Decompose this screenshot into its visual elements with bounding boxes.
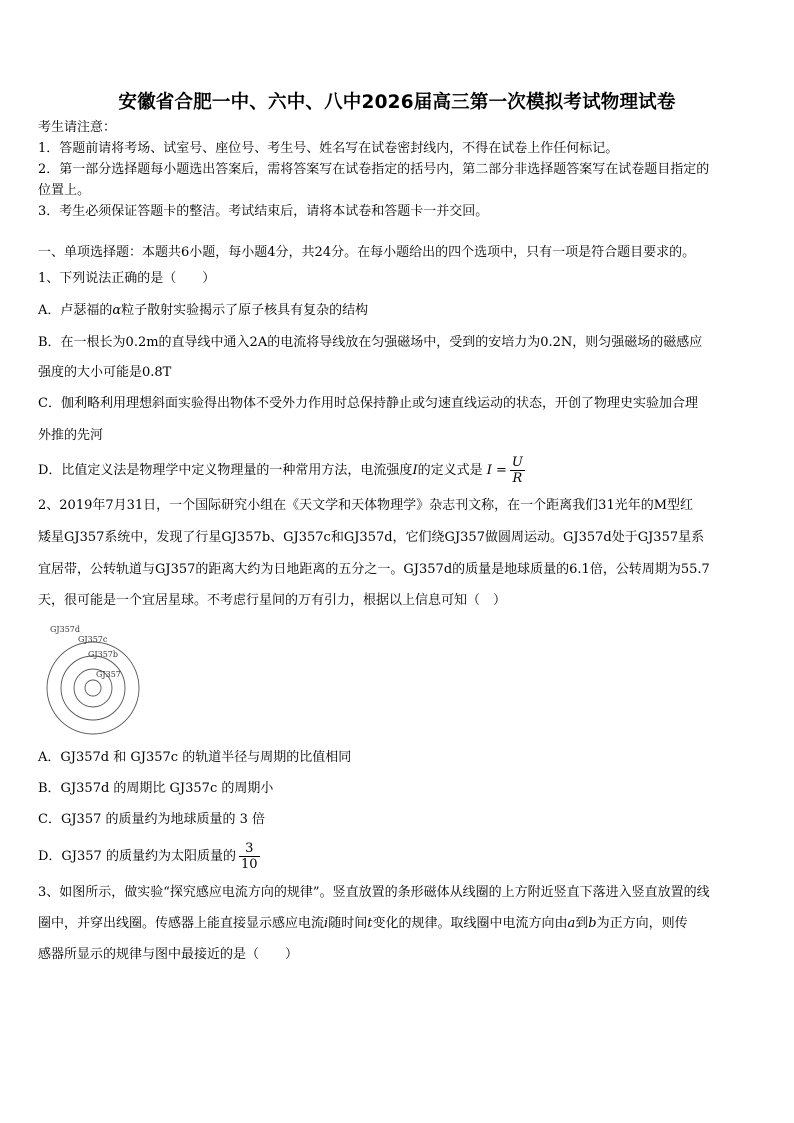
notice-item-1: 1．答题前请将考场、试室号、座位号、考生号、姓名写在试卷密封线内，不得在试卷上作任何标记。 [38,141,619,156]
q3-line1: 3、如图所示，做实验“探究感应电流方向的规律”。竖直放置的条形磁体从线圈的上方附近竖直下落进入竖直放置的线 [38,885,710,900]
q3-l2-mid2: 变化的规律。取线圈中电流方向由 [372,916,568,931]
q2-option-c: C．GJ357 的质量约为地球质量的 3 倍 [38,812,266,827]
q3-line2 [38,916,758,932]
q1-option-a [38,303,758,319]
orbit-diagram [36,620,148,736]
notice-item-2: 2．第一部分选择题每小题选出答案后，需将答案写在试卷指定的括号内，第二部分非选择题答案写在试卷题目指定的 [38,162,710,177]
formula-lhs: I = [486,463,507,478]
q1-a-post: 粒子散射实验揭示了原子核具有复杂的结构 [121,303,369,318]
q3-l2-mid: 随时间 [328,916,368,931]
q3-var-i: i [324,916,329,931]
q3-line3: 感器所显示的规律与图中最接近的是（ ） [38,947,299,962]
q3-var-a: a [567,916,576,931]
q2-option-b: B．GJ357d 的周期比 GJ357c 的周期小 [38,781,274,796]
q2-line1: 2、2019年7月31日，一个国际研究小组在《天文学和天体物理学》杂志刊文称，在一个距离我们31光年的M型红 [38,498,694,513]
section-heading: 一、单项选择题：本题共6小题，每小题4分，共24分。在每小题给出的四个选项中，只有一项是符合题目要求的。 [38,245,696,260]
q1-d-var: I [412,463,418,478]
q1-option-d [38,452,758,490]
q3-l2-pre: 圈中，并穿出线圈。传感器上能直接显示感应电流 [38,916,325,931]
formula-denominator: R [512,471,523,486]
label-gj357d: GJ357d [50,625,80,634]
q2-line2: 矮星GJ357系统中，发现了行星GJ357b、GJ357c和GJ357d，它们绕GJ357做圆周运动。GJ357d处于GJ357星系 [38,530,705,545]
orbit-c [61,656,125,720]
q3-l2-mid3: 到 [575,916,589,931]
q2-line3: 宜居带，公转轨道与GJ357的距离大约为日地距离的五分之一。GJ357d的质量是地球质量的6.1倍，公转周期为55.7 [38,562,710,577]
label-gj357: GJ357 [96,670,121,679]
q1-option-c-line1: C．伽利略利用理想斜面实验得出物体不受外力作用时总保持静止或匀速直线运动的状态，开创了物理史实验加合理 [38,396,698,411]
q2-d-pre: D．GJ357 的质量约为太阳质量的 [38,849,236,864]
notice-heading: 考生请注意： [38,120,117,135]
q1-option-b-line1: B．在一根长为0.2m的直导线中通入2A的电流将导线放在匀强磁场中，受到的安培力为0.2N，则匀强磁场的磁感应 [38,335,703,350]
notice-item-3: 3．考生必须保证答题卡的整洁。考试结束后，请将本试卷和答题卡一并交回。 [38,204,489,219]
alpha-symbol: α [112,303,122,318]
label-gj357c: GJ357c [78,635,108,644]
q2-option-a: A．GJ357d 和 GJ357c 的轨道半径与周期的比值相同 [38,750,352,765]
q2-line4: 天，很可能是一个宜居星球。不考虑行星间的万有引力，根据以上信息可知（ ） [38,593,507,608]
q1-d-mid: 的定义式是 [417,463,483,478]
star-gj357 [85,680,101,696]
page-title: 安徽省合肥一中、六中、八中2026届高三第一次模拟考试物理试卷 [118,92,676,113]
label-gj357b: GJ357b [88,650,118,659]
q2-option-d [38,838,758,876]
formula-fraction [510,455,525,486]
formula-numerator: U [511,455,523,470]
q2-d-fraction [239,841,260,872]
q1-stem: 1、下列说法正确的是（ ） [38,271,216,286]
notice-item-2-cont: 位置上。 [38,183,91,198]
q1-d-pre: D．比值定义法是物理学中定义物理量的一种常用方法，电流强度 [38,463,413,478]
q1-option-b-line2: 强度的大小可能是0.8T [38,365,172,380]
q3-var-t: t [367,916,373,931]
q1-option-c-line2: 外推的先河 [38,428,104,443]
q2-d-numerator: 3 [239,841,260,857]
q3-var-b: b [588,916,597,931]
q3-l2-post: 为正方向，则传 [596,916,688,931]
q2-d-denominator: 10 [240,857,258,872]
q1-a-pre: A．卢瑟福的 [38,303,113,318]
